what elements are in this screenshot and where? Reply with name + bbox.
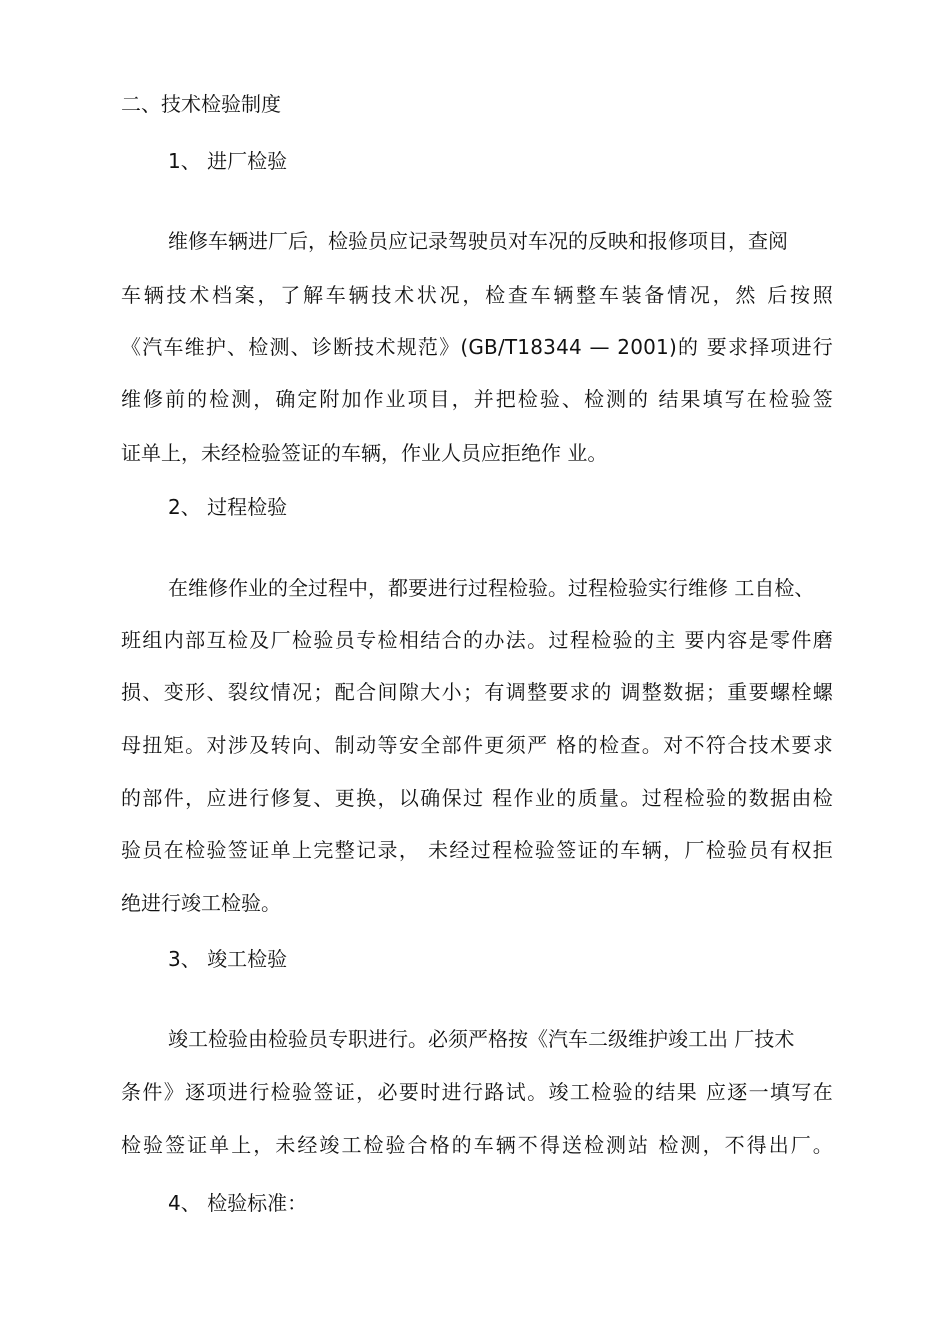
paragraph-line: 母扭矩。对涉及转向、制动等安全部件更须严 格的检查。对不符合技术要求: [121, 733, 833, 757]
paragraph-line: 绝进行竣工检验。: [121, 891, 281, 915]
paragraph-line: 条件》逐项进行检验签证，必要时进行路试。竣工检验的结果 应逐一填写在: [121, 1080, 833, 1104]
paragraph-line: 车辆技术档案，了解车辆技术状况，检查车辆整车装备情况，然 后按照: [121, 283, 833, 307]
paragraph-line: 在维修作业的全过程中，都要进行过程检验。过程检验实行维修 工自检、: [168, 576, 815, 600]
paragraph-line: 的部件，应进行修复、更换，以确保过 程作业的质量。过程检验的数据由检: [121, 786, 833, 810]
subsection-heading-4: 4、 检验标准：: [168, 1191, 308, 1215]
paragraph-line: 维修前的检测，确定附加作业项目，并把检验、检测的 结果填写在检验签: [121, 387, 833, 411]
paragraph-line: 证单上，未经检验签证的车辆，作业人员应拒绝作 业。: [121, 441, 608, 465]
paragraph-line: 验员在检验签证单上完整记录， 未经过程检验签证的车辆，厂检验员有权拒: [121, 838, 833, 862]
section-title: 二、技术检验制度: [121, 92, 281, 116]
paragraph-line: 《汽车维护、检测、诊断技术规范》(GB/T18344 — 2001)的 要求择项进行: [121, 335, 833, 359]
subsection-heading-2: 2、 过程检验: [168, 495, 288, 519]
paragraph-line: 损、变形、裂纹情况；配合间隙大小；有调整要求的 调整数据；重要螺栓螺: [121, 680, 833, 704]
paragraph-line: 班组内部互检及厂检验员专检相结合的办法。过程检验的主 要内容是零件磨: [121, 628, 833, 652]
subsection-heading-3: 3、 竣工检验: [168, 947, 288, 971]
paragraph-line: 维修车辆进厂后，检验员应记录驾驶员对车况的反映和报修项目，查阅: [168, 229, 788, 253]
paragraph-line: 检验签证单上，未经竣工检验合格的车辆不得送检测站 检测，不得出厂。: [121, 1133, 833, 1157]
paragraph-line: 竣工检验由检验员专职进行。必须严格按《汽车二级维护竣工出 厂技术: [168, 1027, 795, 1051]
subsection-heading-1: 1、 进厂检验: [168, 149, 288, 173]
